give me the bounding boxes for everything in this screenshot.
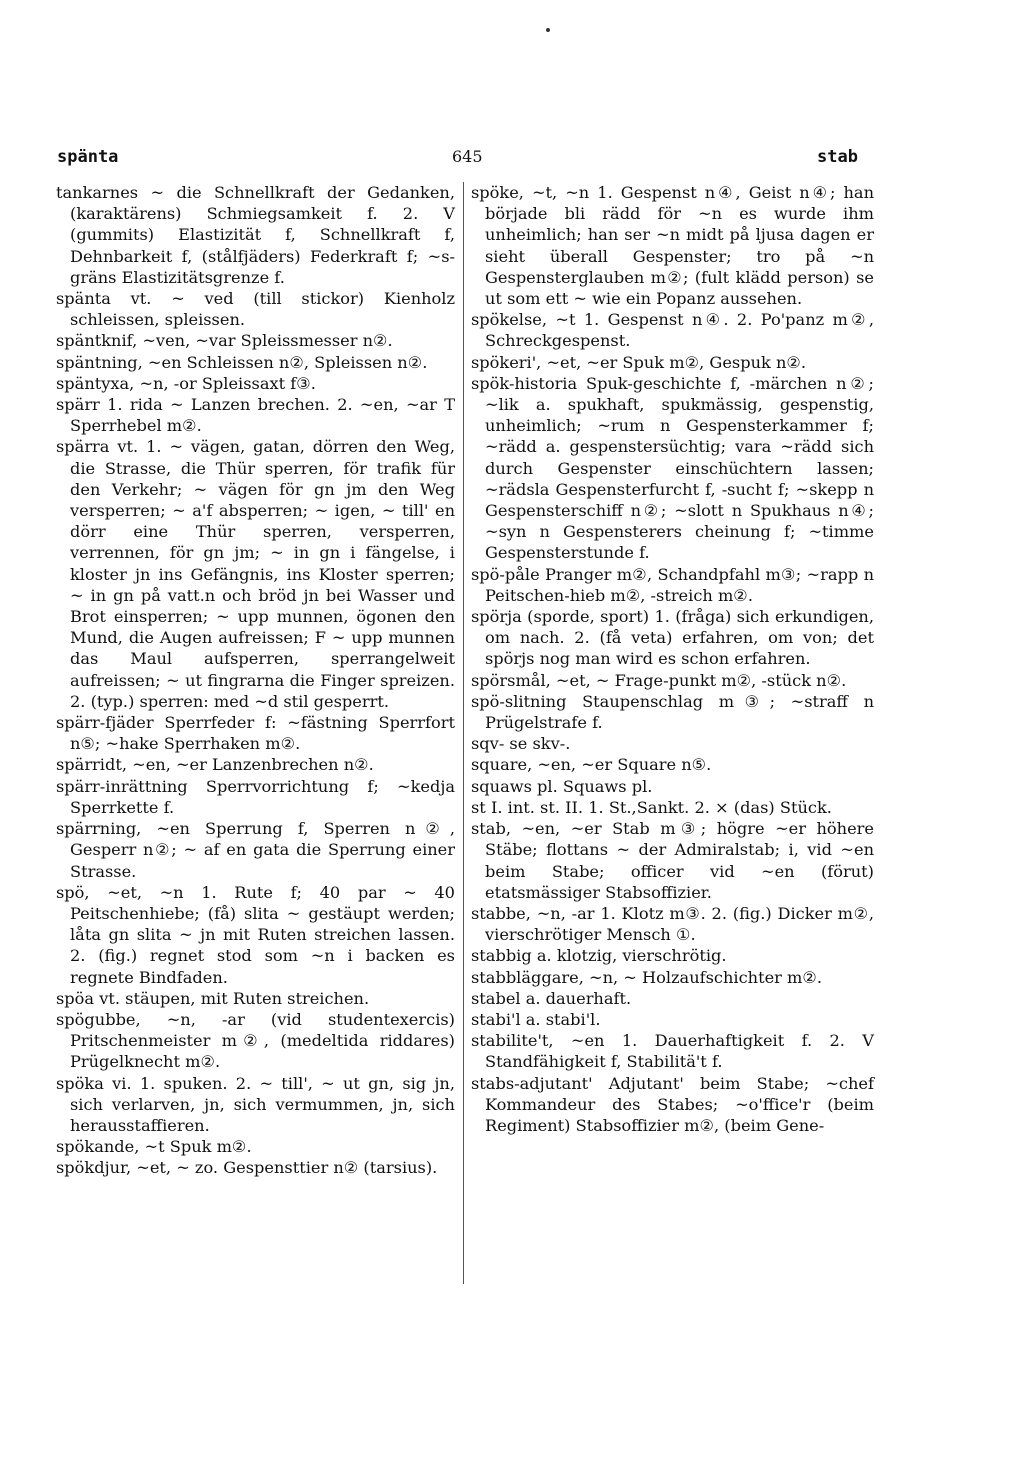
left-column (56, 182, 455, 1179)
entry: spö-slitning Staupenschlag m③; ~straff n Prügelstrafe f. (471, 691, 874, 733)
header-left-guideword: spänta (57, 147, 119, 167)
entry: späntknif, ~ven, ~var Spleissmesser n②. (56, 331, 393, 351)
entry: spärra vt. 1. ~ vägen, gatan, dörren den Weg, die Strasse, die Thür sperren, för trafik für den Verkehr; ~ vägen för gn jm den Weg versperren; ~ a'f absperren; ~ igen, ~ till' en dörr eine Thür sperren, versperren, verrennen, för gn jm; ~ in gn i fängelse, i kloster jn ins Gefängnis, ins Kloster sperren; ~ in gn på vatt.n och bröd jn bei Wasser und Brot einsperren; ~ upp munnen, ögonen den Mund, die Augen aufreissen; F ~ upp munnen das Maul aufsperren, sperrangelweit aufreissen; ~ ut fingrarna die Finger spreizen. 2. (typ.) sperren: med ~d stil gesperrt. (56, 437, 455, 711)
entry: spörsmål, ~et, ~ Frage-punkt m②, -stück n②. (471, 670, 847, 690)
page-number: 645 (452, 147, 483, 166)
entry: spärr-inrättning Sperrvorrichtung f; ~kedja Sperrkette f. (56, 776, 455, 817)
entry: sqv- se skv-. (471, 734, 571, 754)
header-right-guideword: stab (817, 147, 858, 167)
entry: späntyxa, ~n, -or Spleissaxt f③. (56, 373, 316, 393)
entry: spökelse, ~t 1. Gespenst n④. 2. Po'panz m②, Schreckgespenst. (471, 310, 874, 351)
entry: stabbig a. klotzig, vierschrötig. (471, 946, 727, 966)
entry: stabbläggare, ~n, ~ Holzaufschichter m②. (471, 967, 823, 987)
entry: stabi'l a. stabi'l. (471, 1009, 601, 1029)
entry: stab, ~en, ~er Stab m③; högre ~er höhere Stäbe; flottans ~ der Admiralstab; i, vid ~en beim Stabe; officer vid ~en (förut) etatsmässiger Stabsoffizier. (471, 819, 874, 902)
entry: spärrning, ~en Sperrung f, Sperren n②, Gesperr n②; ~ af en gata die Sperrung einer Strasse. (56, 819, 455, 881)
entry: st I. int. st. II. 1. St.,Sankt. 2. × (das) Stück. (471, 797, 832, 817)
entry: spökande, ~t Spuk m②. (56, 1137, 252, 1157)
entry: spöa vt. stäupen, mit Ruten streichen. (56, 988, 370, 1008)
entry: square, ~en, ~er Square n⑤. (471, 755, 712, 775)
entry: stabbe, ~n, -ar 1. Klotz m③. 2. (fig.) Dicker m②, vierschrötiger Mensch ①. (471, 903, 874, 945)
entry: spögubbe, ~n, -ar (vid studentexercis) Pritschenmeister m②, (medeltida riddares) Prügelknecht m②. (56, 1009, 455, 1072)
speck-mark (546, 28, 550, 32)
entry: stabel a. dauerhaft. (471, 988, 632, 1008)
entry: spärr 1. rida ~ Lanzen brechen. 2. ~en, ~ar T Sperrhebel m②. (56, 395, 455, 436)
column-divider (463, 182, 464, 1284)
entry: squaws pl. Squaws pl. (471, 776, 653, 796)
entry: spö, ~et, ~n 1. Rute f; 40 par ~ 40 Peitschenhiebe; (få) slita ~ gestäupt werden; låta gn slita ~ jn mit Ruten streichen lassen. 2. (fig.) regnet stod som ~n i backen es regnete Bindfaden. (56, 882, 455, 987)
entry: spöka vi. 1. spuken. 2. ~ till', ~ ut gn, sig jn, sich verlarven, jn, sich vermummen, jn, sich herausstaffieren. (56, 1073, 455, 1135)
entry: spök-historia Spuk-geschichte f, -märchen n②; ~lik a. spukhaft, spukmässig, gespenstig, unheimlich; ~rum n Gespensterkammer f; ~rädd a. gespenstersüchtig; vara ~rädd sich durch Gespenster einschüchtern lassen; ~rädsla Gespensterfurcht f, -sucht f; ~skepp n Gespensterschiff n②; ~slott n Spukhaus n④; ~syn n Gespensterers cheinung f; ~timme Gespensterstunde f. (471, 373, 874, 563)
entry: stabs-adjutant' Adjutant' beim Stabe; ~chef Kommandeur des Stabes; ~o'ffice'r (beim Regiment) Stabsoffizier m②, (beim Gene- (471, 1073, 874, 1135)
entry: spärr-fjäder Sperrfeder f: ~fästning Sperrfort n⑤; ~hake Sperrhaken m②. (56, 713, 455, 754)
entry: spärridt, ~en, ~er Lanzenbrechen n②. (56, 755, 374, 775)
right-column (471, 182, 874, 1136)
entry: spörja (sporde, sport) 1. (fråga) sich erkundigen, om nach. 2. (få veta) erfahren, om von; det spörjs nog man wird es schon erfahren. (471, 607, 874, 669)
entry: spö-påle Pranger m②, Schandpfahl m③; ~rapp n Peitschen-hieb m②, -streich m②. (471, 564, 874, 605)
entry: stabilite't, ~en 1. Dauerhaftigkeit f. 2. V Standfähigkeit f, Stabilitä't f. (471, 1031, 874, 1072)
entry: spöke, ~t, ~n 1. Gespenst n④, Geist n④; han började bli rädd för ~n es wurde ihm unheimlich; han ser ~n midt på ljusa dagen er sieht überall Gespenster; tro på ~n Gespensterglauben m②; (fult klädd person) se ut som ett ~ wie ein Popanz aussehen. (471, 183, 874, 309)
entry: späntning, ~en Schleissen n②, Spleissen n②. (56, 352, 428, 372)
entry: tankarnes ~ die Schnellkraft der Gedanken, (karaktärens) Schmiegsamkeit f. 2. V (gummits) Elastizität f, Schnellkraft f, Dehnbarkeit f, (stålfjäders) Federkraft f; ~s-gräns Elastizitätsgrenze f. (56, 183, 455, 287)
entry: spökeri', ~et, ~er Spuk m②, Gespuk n②. (471, 352, 807, 372)
entry: spökdjur, ~et, ~ zo. Gespensttier n② (tarsius). (56, 1158, 438, 1178)
entry: spänta vt. ~ ved (till stickor) Kienholz schleissen, spleissen. (56, 289, 455, 330)
